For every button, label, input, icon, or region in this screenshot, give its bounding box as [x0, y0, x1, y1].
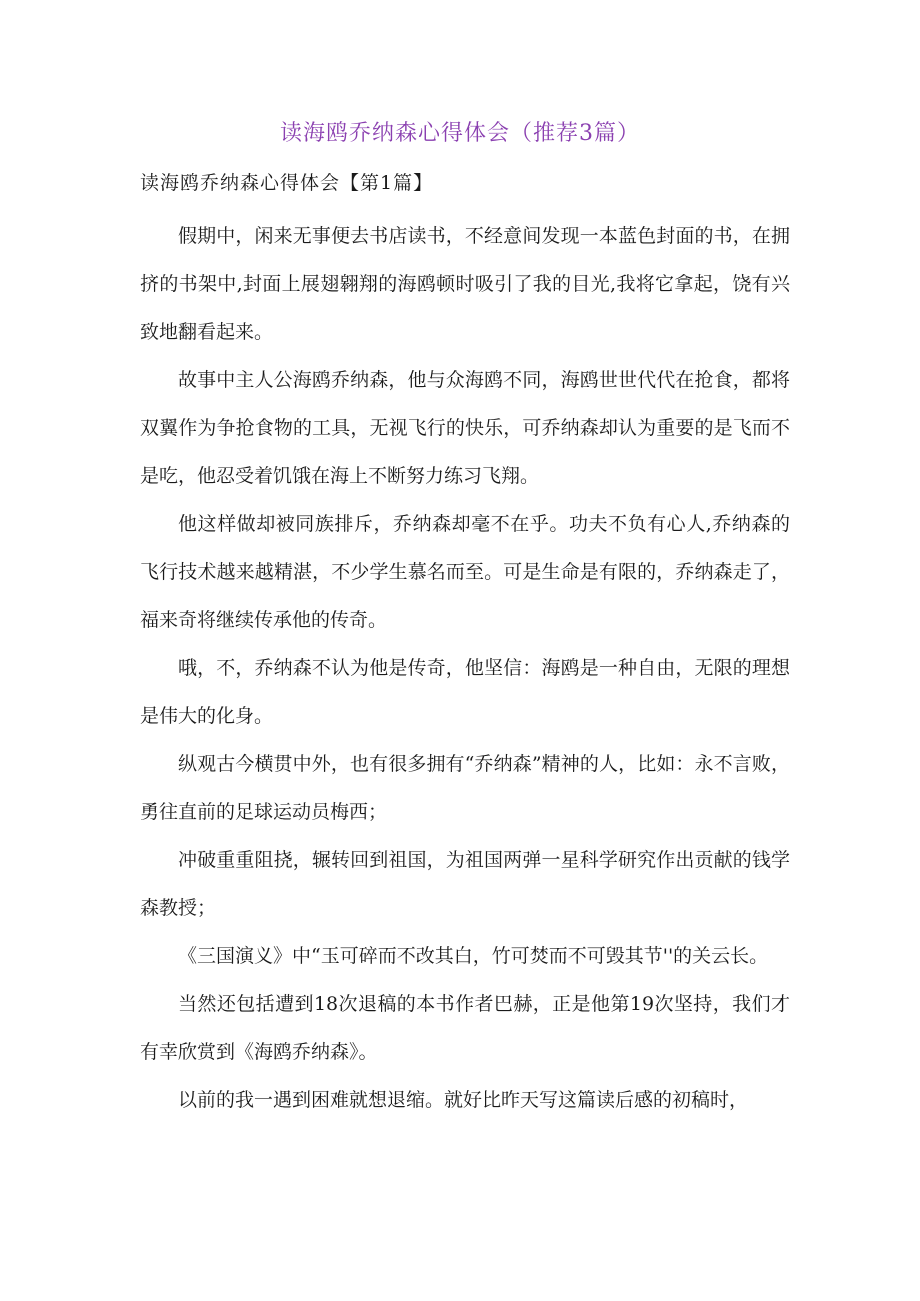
paragraph: 《三国演义》中“玉可碎而不改其白，竹可焚而不可毁其节''的关云长。 — [178, 945, 769, 967]
paragraph: 纵观古今横贯中外，也有很多拥有“乔纳森”精神的人，比如：永不言败，勇往直前的足球运动员梅西； — [140, 753, 790, 823]
paragraph: 他这样做却被同族排斥，乔纳森却毫不在乎。功夫不负有心人,乔纳森的飞行技术越来越精湛，不少学生慕名而至。可是生命是有限的，乔纳森走了，福来奇将继续传承他的传奇。 — [140, 513, 790, 631]
section-heading: 读海鸥乔纳森心得体会【第1篇】 — [140, 172, 434, 194]
paragraph: 以前的我一遇到困难就想退缩。就好比昨天写这篇读后感的初稿时， — [178, 1089, 749, 1111]
paragraph: 冲破重重阻挠，辗转回到祖国，为祖国两弹一星科学研究作出贡献的钱学森教授； — [140, 849, 790, 919]
paragraph: 当然还包括遭到18次退稿的本书作者巴赫，正是他第19次坚持，我们才有幸欣赏到《海鸥乔纳森》。 — [140, 993, 790, 1063]
paragraph: 哦，不，乔纳森不认为他是传奇，他坚信：海鸥是一种自由，无限的理想是伟大的化身。 — [140, 657, 790, 727]
body-text — [140, 212, 790, 1124]
document-title: 读海鸥乔纳森心得体会（推荐3篇） — [280, 121, 640, 146]
paragraph: 假期中，闲来无事便去书店读书，不经意间发现一本蓝色封面的书，在拥挤的书架中,封面上展翅翱翔的海鸥顿时吸引了我的目光,我将它拿起，饶有兴致地翻看起来。 — [140, 225, 790, 343]
paragraph: 故事中主人公海鸥乔纳森，他与众海鸥不同，海鸥世世代代在抢食，都将双翼作为争抢食物的工具，无视飞行的快乐，可乔纳森却认为重要的是飞而不是吃，他忍受着饥饿在海上不断努力练习飞翔。 — [140, 369, 790, 487]
